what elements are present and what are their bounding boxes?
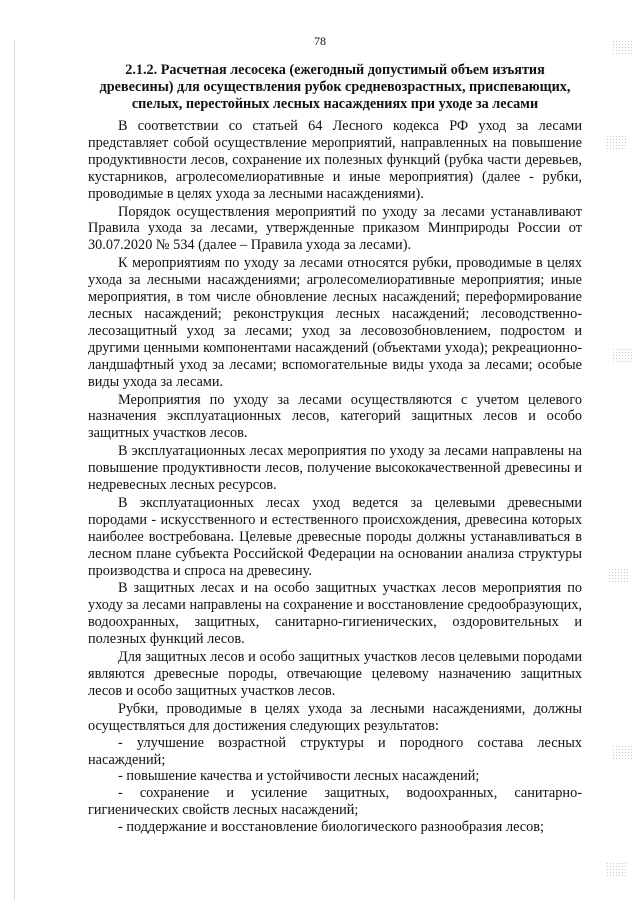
heading-line: 2.1.2. Расчетная лесосека (ежегодный допустимый объем изъятия bbox=[125, 62, 545, 78]
paragraph-protective-forests: В защитных лесах и на особо защитных участках лесов мероприятия по уходу за лесами направлены на сохранение и восстановление средообразующих, водоохранных, защитных, санитарно-гигиенических, оздоровительных и полезных функций лесов. bbox=[88, 580, 582, 648]
section-heading bbox=[88, 62, 582, 113]
list-item: - поддержание и восстановление биологического разнообразия лесов; bbox=[118, 819, 544, 836]
paragraph-target-species: В эксплуатационных лесах уход ведется за целевыми древесными породами - искусственного и естественного происхождения, древесина которых наиболее востребована. Целевые древесные породы должны устанавливаться в лесном плане субъекта Российской Федерации на основании анализа структуры производства и спроса на древесину. bbox=[88, 494, 582, 579]
scan-margin-line bbox=[14, 40, 15, 900]
heading-line: спелых, перестойных лесных насаждениях при уходе за лесами bbox=[131, 96, 539, 112]
page-number: 78 bbox=[314, 34, 326, 48]
scan-noise bbox=[612, 745, 632, 759]
paragraph-exploitation-goals: В эксплуатационных лесах мероприятия по уходу за лесами направлены на повышение продуктивности лесов, получение высококачественной древесины и недревесных лесных ресурсов. bbox=[88, 443, 582, 494]
scan-noise bbox=[606, 862, 626, 876]
paragraph-care-measures: К мероприятиям по уходу за лесами относятся рубки, проводимые в целях ухода за лесными насаждениями; агролесомелиоративные мероприятия; иные мероприятия, в том числе обновление лесных насаждений; переформирование лесных насаждений; реконструкция лесных насаждений; лесоводственно-лесозащитный уход за лесами; уход за лесовозобновлением, подростом и другими ценными компонентами насаждений (объектами ухода); рекреационно-ландшафтный уход за лесами; вспомогательные виды ухода за лесами; особые виды ухода за лесами. bbox=[88, 255, 582, 390]
list-item: - сохранение и усиление защитных, водоохранных, санитарно-гигиенических свойств лесных насаждений; bbox=[88, 785, 582, 819]
paragraph-cutting-results: Рубки, проводимые в целях ухода за лесными насаждениями, должны осуществляться для достижения следующих результатов: bbox=[88, 700, 582, 734]
scan-noise bbox=[608, 568, 628, 582]
list-item: - повышение качества и устойчивости лесных насаждений; bbox=[118, 768, 480, 785]
scan-noise bbox=[606, 135, 626, 149]
paragraph-care-rules: Порядок осуществления мероприятий по уходу за лесами устанавливают Правила ухода за лесами, утвержденные приказом Минприроды России от 30.07.2020 № 534 (далее – Правила ухода за лесами). bbox=[88, 203, 582, 254]
paragraph-article-64: В соответствии со статьей 64 Лесного кодекса РФ уход за лесами представляет собой осуществление мероприятий, направленных на повышение продуктивности лесов, сохранение их полезных функций (рубка части деревьев, кустарников, агролесомелиоративные и иные мероприятия) (далее - рубки, проводимые в целях ухода за лесными насаждениями). bbox=[88, 118, 582, 202]
list-item: - улучшение возрастной структуры и породного состава лесных насаждений; bbox=[88, 734, 582, 768]
paragraph-purpose: Мероприятия по уходу за лесами осуществляются с учетом целевого назначения эксплуатационных лесов, категорий защитных лесов и особо защитных участков лесов. bbox=[88, 391, 582, 442]
document-body bbox=[88, 118, 582, 836]
scan-noise bbox=[612, 348, 632, 362]
heading-line: древесины) для осуществления рубок средневозрастных, приспевающих, bbox=[99, 79, 571, 95]
paragraph-protective-species: Для защитных лесов и особо защитных участков лесов целевыми породами являются древесные породы, отвечающие целевому назначению защитных лесов и особо защитных участков лесов. bbox=[88, 649, 582, 699]
